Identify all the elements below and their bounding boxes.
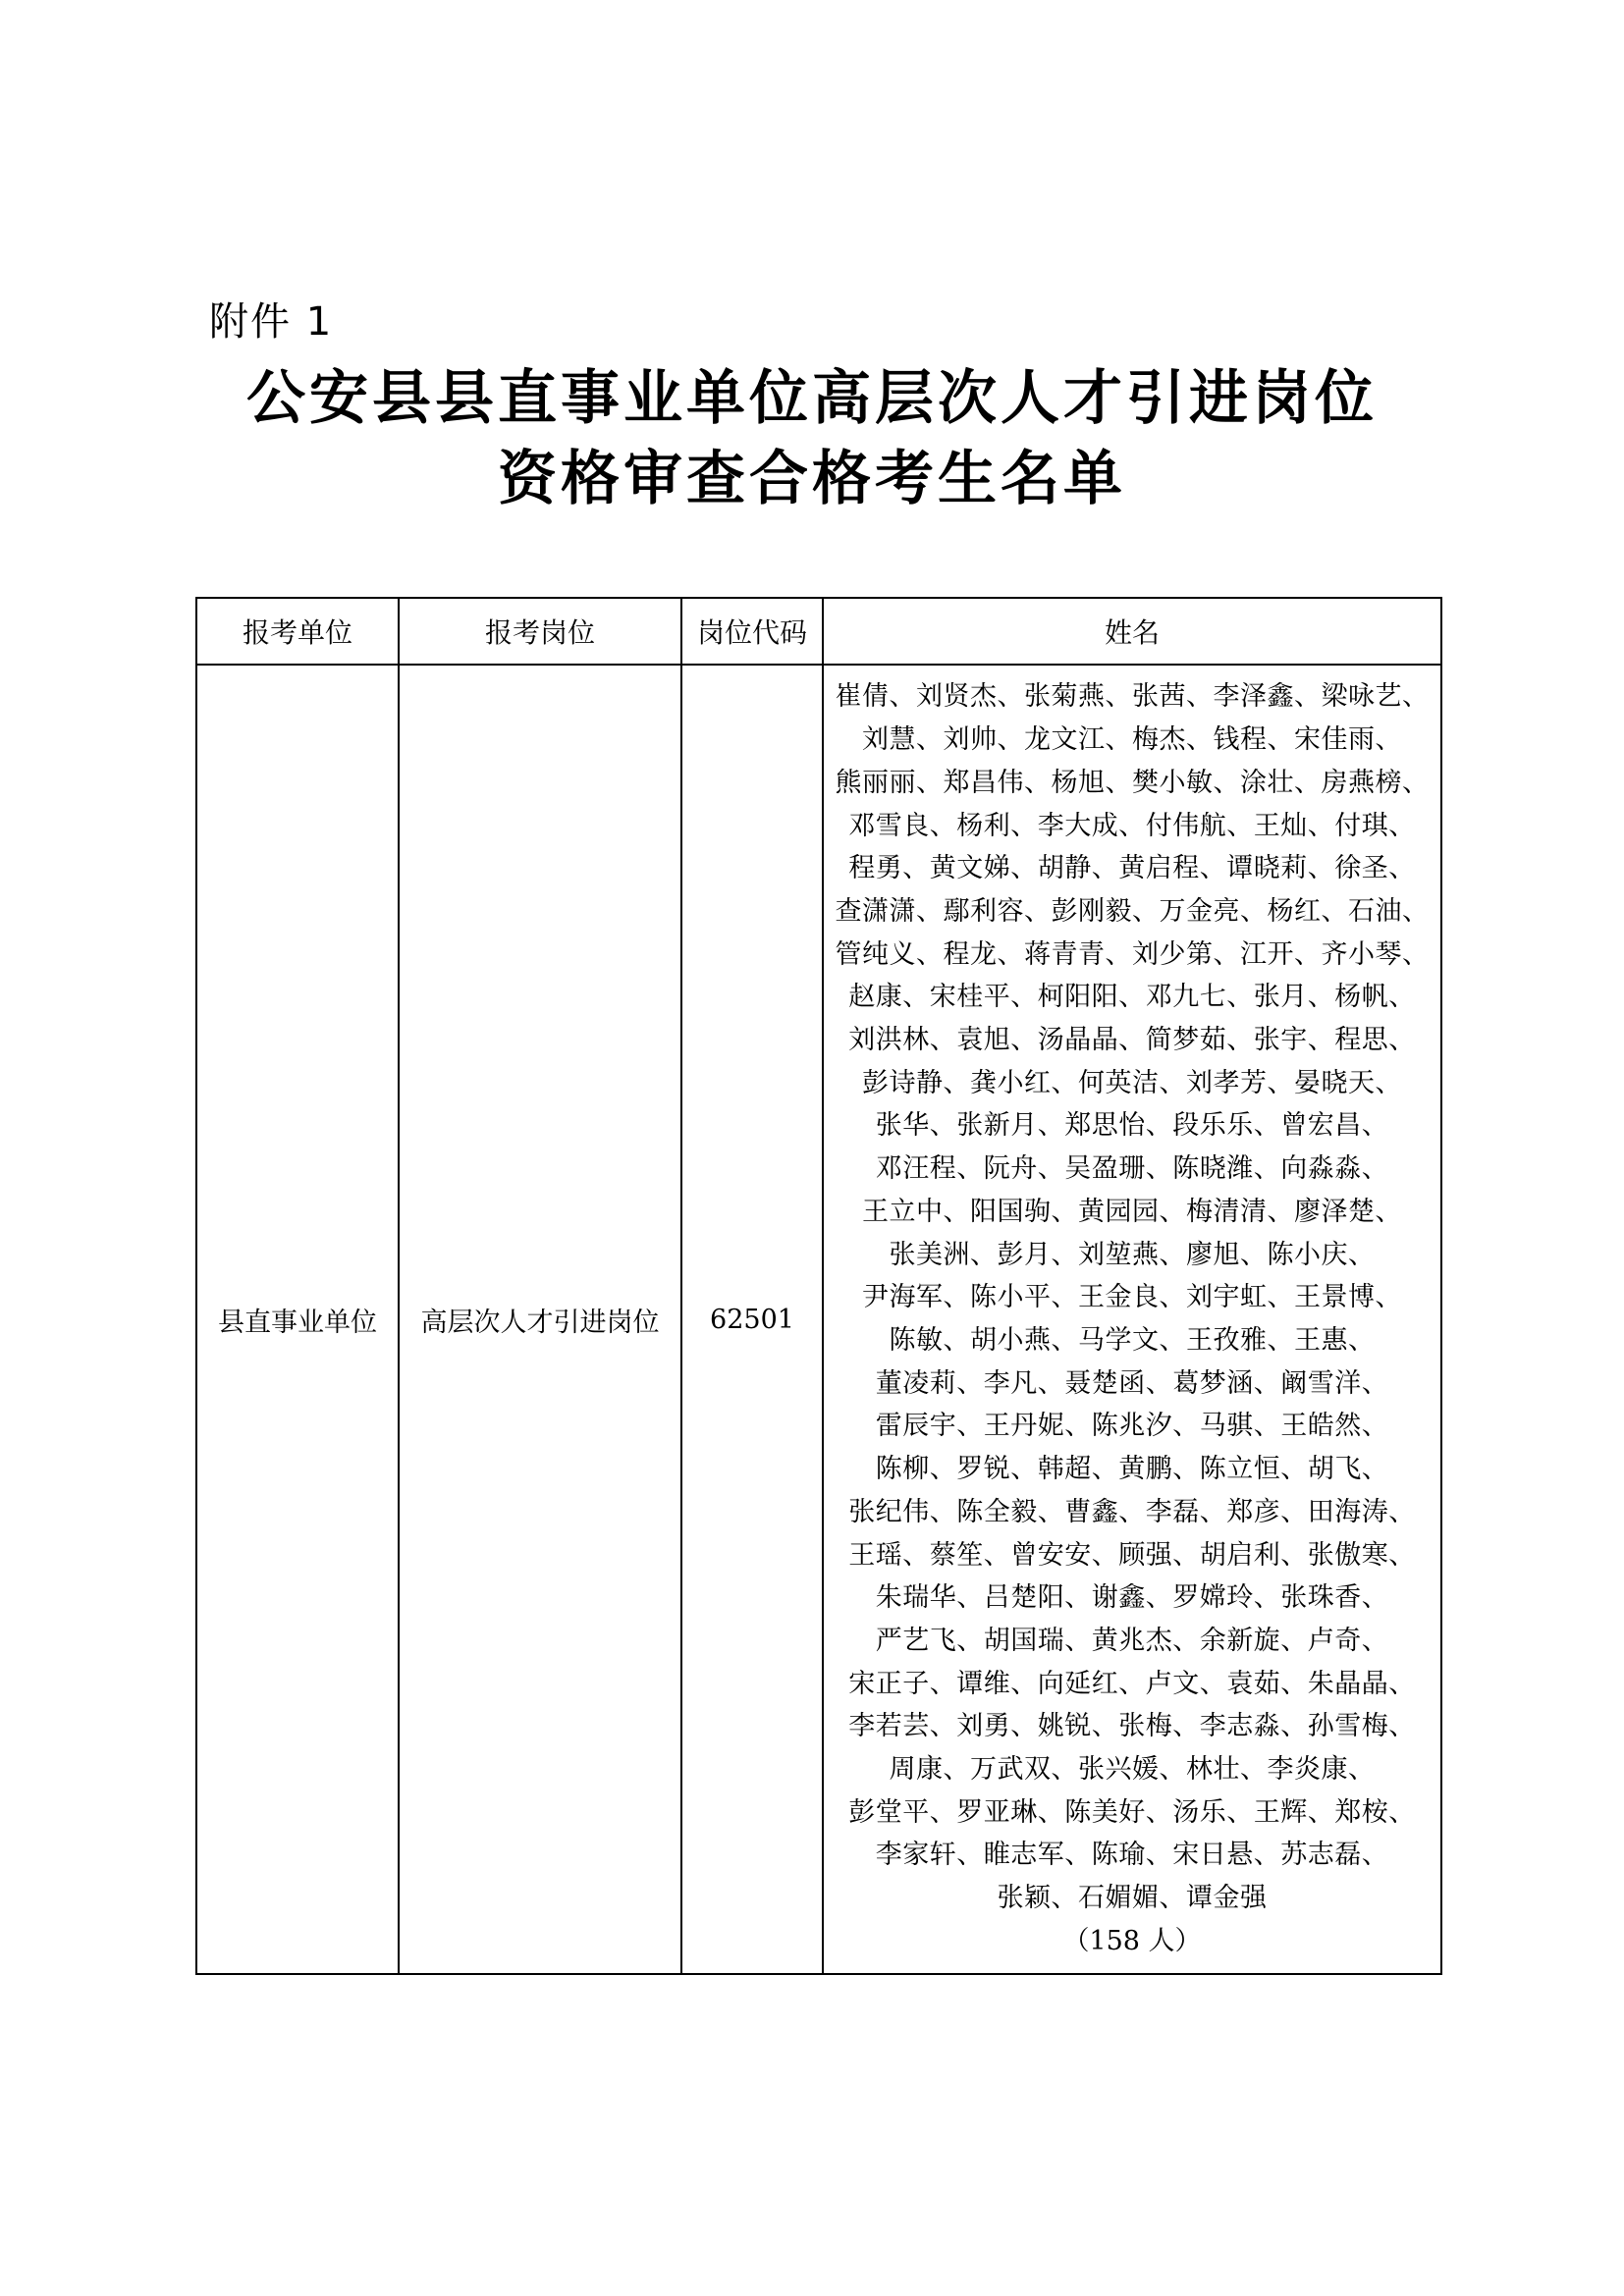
document-title-line-2: 资格审查合格考生名单 xyxy=(498,445,1126,513)
name-line: 邓汪程、阮舟、吴盈珊、陈晓潍、向淼淼、 xyxy=(875,1153,1389,1185)
name-line: 周康、万武双、张兴媛、林壮、李炎康、 xyxy=(889,1754,1376,1786)
name-line: 尹海军、陈小平、王金良、刘宇虹、王景博、 xyxy=(862,1282,1402,1313)
name-line: 张纪伟、陈全毅、曹鑫、李磊、郑彦、田海涛、 xyxy=(848,1496,1416,1527)
name-line: 李家轩、睢志军、陈瑜、宋日悬、苏志磊、 xyxy=(875,1840,1389,1871)
name-line: 彭诗静、龚小红、何英洁、刘孝芳、晏晓天、 xyxy=(862,1067,1402,1098)
header-unit: 报考单位 xyxy=(196,598,399,665)
unit-cell: 县直事业单位 xyxy=(196,665,399,1974)
table-row xyxy=(196,665,1441,1974)
name-line: 陈敏、胡小燕、马学文、王孜雅、王惠、 xyxy=(889,1325,1376,1356)
name-line: 邓雪良、杨利、李大成、付伟航、王灿、付琪、 xyxy=(848,810,1416,841)
name-line: 崔倩、刘贤杰、张菊燕、张茜、李泽鑫、梁咏艺、 xyxy=(835,681,1430,713)
name-line: 李若芸、刘勇、姚锐、张梅、李志淼、孙雪梅、 xyxy=(848,1711,1416,1742)
code-cell: 62501 xyxy=(681,665,823,1974)
position-cell: 高层次人才引进岗位 xyxy=(399,665,681,1974)
name-line: 张颖、石媚媚、谭金强 xyxy=(997,1883,1268,1914)
name-line: 查潇潇、鄢利容、彭刚毅、万金亮、杨红、石油、 xyxy=(835,895,1430,927)
name-line: 朱瑞华、吕楚阳、谢鑫、罗嫦玲、张珠香、 xyxy=(875,1582,1389,1614)
name-line: 刘洪林、袁旭、汤晶晶、简梦茹、张宇、程思、 xyxy=(848,1025,1416,1056)
name-line: 程勇、黄文娣、胡静、黄启程、谭晓莉、徐圣、 xyxy=(848,853,1416,884)
name-line: 严艺飞、胡国瑞、黄兆杰、余新旋、卢奇、 xyxy=(875,1625,1389,1656)
name-line: 雷辰宇、王丹妮、陈兆汐、马骐、王皓然、 xyxy=(875,1411,1389,1442)
candidate-table xyxy=(195,597,1442,1975)
candidate-count: （158 人） xyxy=(1062,1925,1202,1956)
header-names: 姓名 xyxy=(823,598,1441,665)
name-line: 熊丽丽、郑昌伟、杨旭、樊小敏、涂壮、房燕榜、 xyxy=(835,767,1430,798)
table-header-row xyxy=(196,598,1441,665)
name-line: 宋正子、谭维、向延红、卢文、袁茹、朱晶晶、 xyxy=(848,1668,1416,1699)
name-line: 王瑶、蔡笙、曾安安、顾强、胡启利、张傲寒、 xyxy=(848,1539,1416,1571)
name-line: 管纯义、程龙、蒋青青、刘少第、江开、齐小琴、 xyxy=(835,938,1430,970)
document-title-line-1: 公安县县直事业单位高层次人才引进岗位 xyxy=(246,364,1378,433)
names-list xyxy=(824,675,1440,1919)
header-code: 岗位代码 xyxy=(681,598,823,665)
names-cell xyxy=(823,665,1441,1974)
name-line: 彭堂平、罗亚琳、陈美好、汤乐、王辉、郑桉、 xyxy=(848,1796,1416,1828)
name-line: 董凌莉、李凡、聂楚函、葛梦涵、阚雪洋、 xyxy=(875,1367,1389,1399)
name-line: 赵康、宋桂平、柯阳阳、邓九七、张月、杨帆、 xyxy=(848,982,1416,1013)
name-line: 王立中、阳国驹、黄园园、梅清清、廖泽楚、 xyxy=(862,1196,1402,1227)
name-line: 张美洲、彭月、刘堃燕、廖旭、陈小庆、 xyxy=(889,1239,1376,1270)
name-line: 陈柳、罗锐、韩超、黄鹏、陈立恒、胡飞、 xyxy=(875,1454,1389,1485)
header-position: 报考岗位 xyxy=(399,598,681,665)
name-line: 张华、张新月、郑思怡、段乐乐、曾宏昌、 xyxy=(875,1110,1389,1142)
name-line: 刘慧、刘帅、龙文江、梅杰、钱程、宋佳雨、 xyxy=(862,724,1402,756)
attachment-label: 附件 1 xyxy=(209,299,334,345)
